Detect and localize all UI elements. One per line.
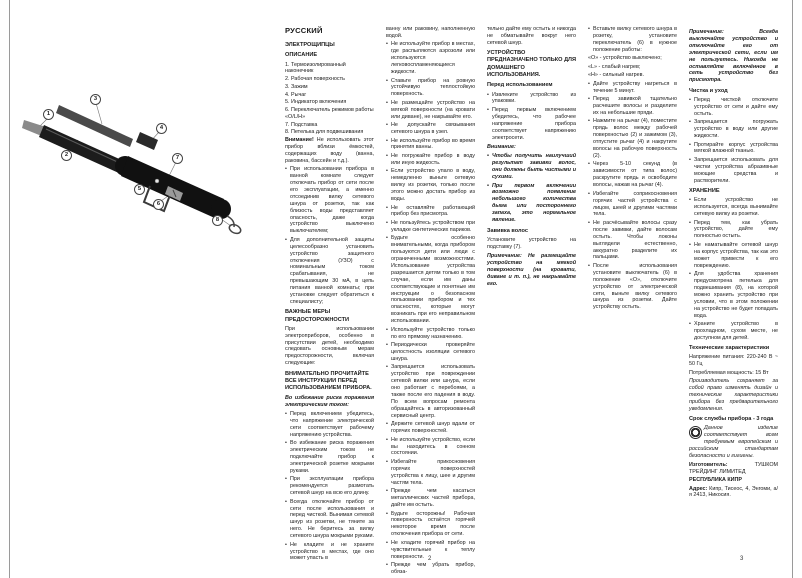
page-edge-left [9,0,10,578]
paragraph: Внимание! Не использовать этот прибор вблизи ёмкостей, содержащих воду (ванна, раковина, бассейн и т.д.). [285,136,374,164]
bullet-marker: • [386,77,388,84]
bullet-marker: • [386,41,388,48]
list-item: • Ставьте прибор на ровную устойчивую теплостойкую поверхность. [386,77,475,98]
bullet-marker: • [386,219,388,226]
bullet-marker: • [487,153,489,160]
bullet-marker: • [689,96,691,103]
list-item: • Запрещается погружать устройство в воду или другие жидкости. [689,119,778,140]
list-item: • Держите сетевой шнур вдали от горячих поверхностей. [386,421,475,435]
bullet-marker: • [487,182,489,189]
diagram-callout-6: 6 [153,199,164,210]
lead-text: Адрес: [689,485,708,492]
heading: ОПИСАНИЕ [285,52,318,59]
diagram-callout-2: 2 [61,150,72,161]
bullet-marker: • [285,440,287,447]
paragraph: 5. Индикатор включения [285,99,347,106]
list-item: • Перед тем, как убрать устройство, дайте ему полностью остыть. [689,219,778,240]
bullet-marker: • [487,91,489,98]
bullet-marker: • [386,436,388,443]
heading: ВНИМАТЕЛЬНО ПРОЧИТАЙТЕ ВСЕ ИНСТРУКЦИИ ПЕРЕД ИСПОЛЬЗОВАНИЕМ ПРИБОРА. [285,370,372,391]
paragraph: Внимание: [487,144,516,151]
text-columns [285,26,778,577]
paragraph: Примечание: Всегда выключайте устройство и отключайте его от электрической сети, если им не пользуетесь. Никогда не оставляйте включённое в сеть устройство без присмотра. [689,29,778,84]
text-column [285,26,374,577]
text-column [487,26,576,577]
paragraph: Установите устройство на подставку (7). [487,236,576,250]
list-item: • Будьте особенно внимательными, когда прибором пользуются дети или люди с ограниченными возможностями. Использование устройства разрешается детям только в том случае, если им даны соответствующие и понятные им инструкции о безопасном пользовании прибором и тех опасностях, которые могут возникать при его неправильном использовании. [386,235,475,325]
diagram-callout-5: 5 [134,184,145,195]
text-column [386,26,475,577]
list-item: • Прежде чем убрать прибор, обяза- [386,562,475,575]
text-column [588,26,677,577]
paragraph: Напряжение питания: 220-240 В ~ 50 Гц [689,354,778,368]
paragraph: Производитель сохраняет за собой право изменять дизайн и технические характеристики прибора без предварительного уведомления. [689,378,778,412]
list-item: • Во избежание риска поражения электрическим током не подключайте прибор к электрической розетке мокрыми руками. [285,440,374,474]
list-item: • Храните устройство в прохладном, сухом месте, не доступном для детей. [689,321,778,341]
list-item: • Периодически проверяйте целостность изоляции сетевого шнура. [386,342,475,362]
paragraph: РЕСПУБЛИКА КИПР [689,477,743,483]
list-item: • Дайте устройству нагреться в течение 5 минут. [588,80,677,94]
list-item: • Не оставляйте работающий прибор без присмотра. [386,204,475,218]
diagram-callout-7: 7 [172,153,183,164]
bullet-marker: • [588,219,590,226]
list-item: • Избегайте соприкосновения горячих частей устройства с лицом, шеей и другими частями тела. [588,190,677,218]
list-item: • Не используйте устройство, если вы находитесь в сонном состоянии. [386,436,475,457]
list-item: • Запрещается использовать для чистки устройства абразивные моющие средства и растворители. [689,156,778,184]
paragraph: Во избежание риска поражения электрическим током: [285,395,374,409]
list-item: • Не погружайте прибор в воду или иную жидкость. [386,152,475,166]
bullet-marker: • [386,137,388,144]
bullet-marker: • [285,236,287,243]
bullet-marker: • [588,26,590,32]
bullet-marker: • [386,458,388,465]
list-item: • Будьте осторожны! Рабочая поверхность остаётся горячей некоторое время после отключения прибора от сети. [386,510,475,538]
bullet-marker: • [386,421,388,428]
heading: ВАЖНЫЕ МЕРЫ ПРЕДОСТОРОЖНОСТИ [285,309,350,323]
list-item: • Перед завивкой тщательно расчешите волосы и разделите их на небольшие пряди. [588,96,677,116]
heading: Технические характеристики [689,345,770,352]
bullet-marker: • [588,190,590,197]
paragraph: Потребляемая мощность: 15 Вт [689,369,769,376]
text-column [689,26,778,577]
bullet-marker: • [386,122,388,129]
list-item: • Для дополнительной защиты целесообразно установить устройство защитного отключения (УЗО) с номинальным током срабатывания, не превышающим 30 мА, в цепь питания ванной комнаты; при установке следует обратиться к специалисту; [285,236,374,305]
list-item: • Не кладите горячий прибор на чувствительные к теплу поверхности. [386,539,475,560]
bullet-marker: • [285,166,287,173]
list-item: • После использования установите выключатель (6) в положение «O», отключите устройство от электрической сети, выньте вилку сетевого шнура из розетки. Дайте устройству остыть. [588,262,677,311]
list-item: • Не кладите и не храните устройство в местах, где оно может упасть в [285,541,374,562]
bullet-marker: • [588,262,590,269]
bullet-marker: • [588,80,590,87]
product-illustration [18,80,273,245]
lead-text: Внимание! [285,136,314,143]
bullet-marker: • [386,235,388,242]
page-number: 3 [740,556,744,562]
bullet-marker: • [386,488,388,495]
curling-iron-drawing [18,80,273,245]
list-item: • Для удобства хранения предусмотрена петелька для подвешивания (8), на которой можно хранить устройство при условии, что в этом положении на устройство не будет попадать вода. [689,271,778,319]
list-item: • Используйте устройство только по его прямому назначению. [386,326,475,340]
list-item: • Перед включением убедитесь, что напряжение электрической сети соответствует рабочему напряжению устройства. [285,410,374,438]
bullet-marker: • [689,141,691,148]
paragraph: 2. Рабочая поверхность [285,76,345,83]
heading: ЭЛЕКТРОЩИПЦЫ [285,41,335,48]
heading: РУССКИЙ [285,26,323,35]
list-item: • Чтобы получить наилучший результат завивки волос, они должны быть чистыми и сухими. [487,153,576,181]
paragraph: ванну или раковину, наполненную водой. [386,26,475,39]
paragraph: Данное изделие соответствует всем требуемым европейским и российским стандартам безопасности и гигиены. [689,425,778,460]
list-item: • Запрещается использовать устройство при повреждении сетевой вилки или шнура, если оно работает с перебоями, а также после его падения в воду. По всем вопросам ремонта обращайтесь в авторизованный сервисный центр. [386,364,475,419]
bullet-marker: • [386,99,388,106]
list-item: • Перед чисткой отключите устройство от сети и дайте ему остыть. [689,96,778,117]
bullet-marker: • [588,96,590,103]
heading: Перед использованием [487,82,553,89]
paragraph: При использовании электроприборов, особенно в присутствии детей, необходимо следовать основным мерам предосторожности, включая следующие: [285,325,374,367]
heading: Чистка и уход [689,87,728,94]
bullet-marker: • [588,161,590,168]
list-item: • Извлеките устройство из упаковки. [487,91,576,105]
paragraph: 8. Петелька для подвешивания [285,129,364,136]
list-item: • Вставьте вилку сетевого шнура в розетку, установите переключатель (6) в нужное положение работы: [588,26,677,53]
bullet-marker: • [487,106,489,113]
paragraph: 1. Термоизолированный наконечник [285,61,346,75]
bullet-marker: • [689,156,691,163]
list-item: • Не размещайте устройство на мягкой поверхности (на кровати или диване), не накрывайте его. [386,99,475,120]
paragraph: 6. Переключатель режимов работы «O/L/H» [285,106,374,120]
paragraph: 4. Рычаг [285,91,307,98]
paragraph: 7. Подставка [285,121,318,128]
page-number: 2 [428,556,432,562]
paragraph: «L» - слабый нагрев; [588,63,641,70]
list-item: • Не пользуйтесь устройством при укладке синтетических париков. [386,219,475,233]
bullet-marker: • [386,152,388,159]
bullet-marker: • [689,271,691,278]
list-item: • Через 5-10 секунд (в зависимости от типа волос) раскрутите прядь и освободите волосы, нажав на рычаг (4). [588,161,677,189]
certification-mark-icon [689,426,702,439]
diagram-callout-3: 3 [90,94,101,105]
list-item: • Если устройство упало в воду, немедленно выньте сетевую вилку из розетки, только после этого можно достать прибор из воды. [386,168,475,202]
bullet-marker: • [386,562,388,569]
bullet-marker: • [588,118,590,125]
paragraph: «O» - устройство выключено; [588,55,662,62]
paragraph: тельно дайте ему остыть и никогда не обматывайте вокруг него сетевой шнур. [487,26,576,46]
heading: Срок службы прибора - 3 года [689,416,774,423]
paragraph: «H» - сильный нагрев. [588,72,644,79]
paragraph: Адрес: Кипр, Тисеос, 4, Энгоми, а/я 2413, Никосия. [689,485,778,499]
list-item: • Не допускайте связывания сетевого шнура в узел. [386,122,475,136]
lead-text: Изготовитель: [689,461,728,468]
page-edge-right [792,0,793,578]
bullet-marker: • [689,197,691,204]
bullet-marker: • [285,541,287,548]
diagram-callout-8: 8 [212,215,223,226]
bullet-marker: • [386,168,388,175]
list-item: • Прежде чем касаться металлических частей прибора, дайте им остыть. [386,488,475,508]
bullet-marker: • [689,219,691,226]
bullet-marker: • [285,476,287,483]
bullet-marker: • [689,321,691,327]
bullet-marker: • [386,364,388,371]
list-item: • Избегайте прикосновения горячих поверхностей устройства к лицу, шее и другим частям тела. [386,458,475,486]
list-item: • Не расчёсывайте волосы сразу после завивки, дайте волосам остыть. Чтобы локоны выглядели естественно, аккуратно разделите их пальцами. [588,219,677,261]
bullet-marker: • [285,410,287,417]
bullet-marker: • [386,539,388,546]
list-item: • Нажмите на рычаг (4), поместите прядь волос между рабочей поверхностью (2) и зажимом (3), отпустите рычаг (4) и накрутите волосы на рабочую поверхность (2). [588,118,677,159]
bullet-marker: • [689,241,691,248]
bullet-marker: • [285,498,287,505]
bullet-marker: • [689,119,691,126]
diagram-callout-4: 4 [156,123,167,134]
heading: УСТРОЙСТВО ПРЕДНАЗНАЧЕНО ТОЛЬКО ДЛЯ ДОМАШНЕГО ИСПОЛЬЗОВАНИЯ. [487,50,576,78]
list-item: • Не наматывайте сетевой шнур на корпус устройства, так как это может привести к его повреждению. [689,241,778,269]
bullet-marker: • [386,204,388,211]
list-item: • Всегда отключайте прибор от сети после использования и перед чисткой. Вынимая сетевой шнур из розетки, не тяните за него. Не беритесь за вилку сетевого шнура мокрыми руками. [285,498,374,540]
bullet-marker: • [386,510,388,517]
list-item: • Не используйте прибор во время принятия ванны. [386,137,475,151]
bullet-marker: • [386,326,388,333]
bullet-marker: • [386,342,388,349]
list-item: • Если устройство не используется, всегда вынимайте сетевую вилку из розетки. [689,197,778,218]
list-item: • Протирайте корпус устройства мягкой влажной тканью. [689,141,778,155]
diagram-callout-1: 1 [43,109,54,120]
list-item: • Не используйте прибор в местах, где распыляются аэрозоли или используются легковоспламеняющиеся жидкости. [386,41,475,76]
list-item: • При использовании прибора в ванной комнате следует отключать прибор от сети после его эксплуатации, а именно отсоединив вилку сетевого шнура от розетки, так как близость воды представляет опасность, даже когда устройство выключено выключателем; [285,166,374,235]
paragraph: Примечание: Не размещайте устройство на мягкой поверхности (на кровати, диване и т. п.), не накрывайте его. [487,253,576,288]
paragraph: 3. Зажим [285,83,308,90]
list-item: • Перед первым включением убедитесь, что рабочее напряжение прибора соответствует напряжению электросети. [487,106,576,141]
list-item: • При первом включении возможно появление небольшого количества дыма или постороннего запаха, это нормальное явление. [487,182,576,224]
list-item: • При эксплуатации прибора рекомендуется размотать сетевой шнур на всю его длину. [285,476,374,497]
heading: Завивка волос [487,227,528,234]
heading: ХРАНЕНИЕ [689,188,720,195]
paragraph: Изготовитель: ТУШКОМ ТРЕЙДИНГ ЛИМИТЕД [689,461,778,475]
